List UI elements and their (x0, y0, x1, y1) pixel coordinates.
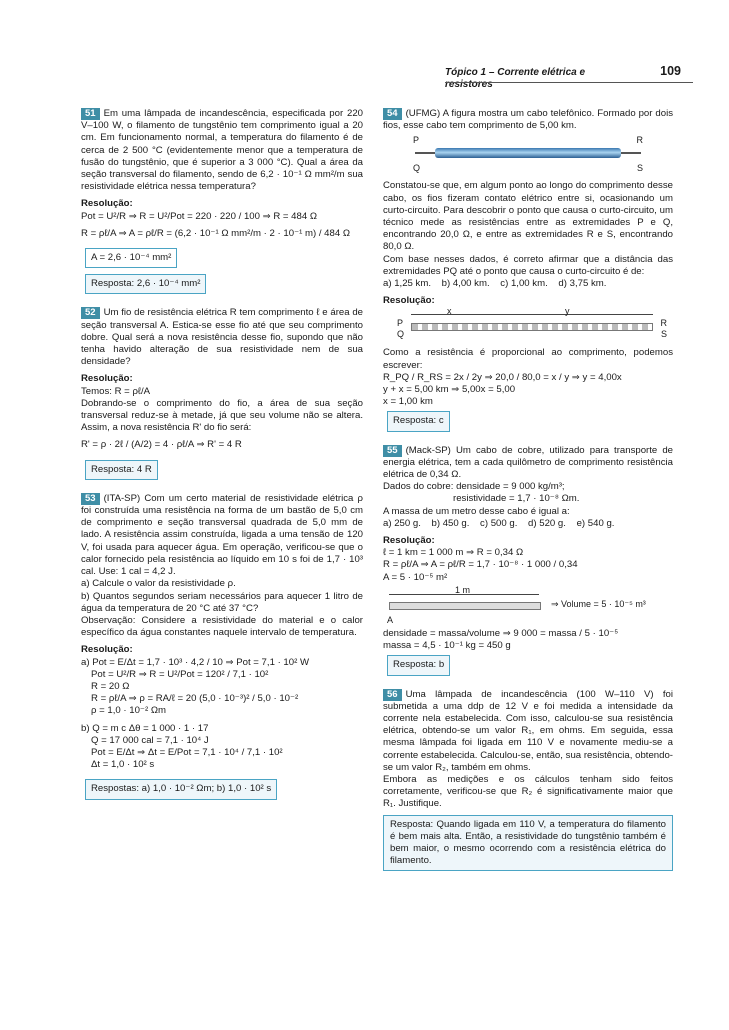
question-number: 54 (383, 108, 402, 120)
data-line: resistividade = 1,7 · 10⁻⁸ Ωm. (453, 493, 580, 505)
question-text: (UFMG) A figura mostra um cabo telefônico. Formado por dois fios, esse cabo tem comprimento de 5,00 km. (383, 108, 673, 132)
label-p: P (397, 318, 404, 329)
question-54 (383, 108, 673, 435)
dimension-y (489, 314, 653, 315)
explanation-text: Dobrando-se o comprimento do fio, a área de sua seção transversal reduz-se à metade, já que seu volume não se altera. Assim, a nova resistência R' do fio será: (81, 397, 363, 434)
question-text: (Mack-SP) Um cabo de cobre, utilizado para transporte de energia elétrica, tem a cada quilômetro de comprimento resistência elétrica de 0,34 Ω. (383, 444, 673, 481)
equation-line: Temos: R = ρℓ/A (81, 385, 151, 397)
question-number: 51 (81, 108, 100, 120)
resolution-label: Resolução: (383, 295, 435, 307)
equation-line: x = 1,00 km (383, 396, 433, 408)
question-text-3: Com base nesses dados, é correto afirmar que a distância das extremidades PQ até o ponto que causa o curto-circuito é de: (383, 253, 673, 277)
label-length: 1 m (455, 584, 471, 595)
resolution-label: Resolução: (383, 535, 435, 547)
label-q: Q (397, 329, 405, 340)
answer-box: Resposta: 4 R (85, 460, 158, 480)
question-number: 55 (383, 445, 402, 457)
question-text: Uma lâmpada de incandescência (100 W–110 V) foi submetida a uma ddp de 12 V e foi medida a intensidade da corrente nela estabelecida. Com isso, calculou-se sua resistência elétrica, obtendo-se um valor R₁, em ohms. Em seguida, essa mesma lâmpada foi ligada em 110 V e novamente mediu-se a corrente estabelecida. Calculou-se, então, sua resistência, obtendo-se um valor R₂, também em ohms. (383, 688, 673, 773)
equation-line: densidade = massa/volume ⇒ 9 000 = massa / 5 · 10⁻⁵ (383, 627, 619, 639)
header-divider (445, 82, 693, 83)
item-a: a) Calcule o valor da resistividade ρ. (81, 578, 236, 590)
question-55 (383, 445, 673, 679)
observation: Observação: Considere a resistividade do material e o calor específico da água constantes naquele intervalo de temperatura. (81, 614, 363, 639)
equation-line: R = 20 Ω (91, 680, 130, 692)
equation-line: Pot = U²/R ⇒ R = U²/Pot = 220 · 220 / 100 ⇒ R = 484 Ω (81, 210, 318, 222)
equation-line: a) Pot = E/Δt = 1,7 · 10³ · 4,2 / 10 ⇒ Pot = 7,1 · 10² W (81, 656, 310, 668)
equation-line: y + x = 5,00 km ⇒ 5,00x = 5,00 (383, 384, 516, 396)
left-column (81, 108, 363, 803)
question-number: 53 (81, 493, 100, 505)
label-a: A (387, 614, 394, 625)
question-ask: A massa de um metro desse cabo é igual a: (383, 505, 570, 517)
equation-line: R = ρℓ/A ⇒ ρ = RA/ℓ = 20 (5,0 · 10⁻³)² / 5,0 · 10⁻² (91, 693, 299, 705)
label-s: S (660, 329, 667, 340)
equation-line: R = ρℓ/A ⇒ A = ρℓ/R = 1,7 · 10⁻⁸ · 1 000 / 0,34 (383, 559, 578, 571)
question-text: Um fio de resistência elétrica R tem comprimento ℓ e área de seção transversal A. Estica-se esse fio até que seu comprimento dobre. Qual será a nova resistência desse fio, supondo que não tenha havido alteração de sua resistividade nem de sua densidade? (81, 307, 363, 368)
cable-body (435, 148, 621, 158)
options: a) 1,25 km. b) 4,00 km. c) 1,00 km. d) 3,75 km. (383, 278, 607, 290)
equation-line: massa = 4,5 · 10⁻¹ kg = 450 g (383, 640, 511, 652)
question-text-2: Constatou-se que, em algum ponto ao longo do comprimento desse cabo, os fios fizeram contato elétrico entre si, ocasionando um curto-circuito. Para descobrir o ponto que causa o curto-circuito, um técnico mede as resistências entre as extremidades P e Q, encontrando 20,0 Ω, e entre as extremidades R e S, encontrando 80,0 Ω. (383, 180, 673, 253)
question-text: Em uma lâmpada de incandescência, especificada por 220 V–100 W, o filamento de tungstênio tem comprimento igual a 20 cm. Em funcionamento normal, a temperatura do filamento é de cerca de 2 500 °C (evidentemente menor que a temperatura de fusão do tungstênio, que é superior a 3 000 °C). Qual a área da seção transversal do filamento, sendo de 6,2 · 10⁻¹ Ω mm²/m sua resistividade elétrica nessa temperatura? (81, 108, 363, 193)
question-51 (81, 108, 363, 297)
options: a) 250 g. b) 450 g. c) 500 g. d) 520 g. e) 540 g. (383, 517, 615, 529)
equation-line: R = ρℓ/A ⇒ A = ρℓ/R = (6,2 · 10⁻¹ Ω mm²/m · 2 · 10⁻¹ m) / 484 Ω (81, 227, 351, 239)
telephone-cable-figure (383, 134, 673, 174)
cable-bar (411, 323, 653, 331)
equation-line: b) Q = m c Δθ = 1 000 · 1 · 17 (81, 722, 209, 734)
data-line: Dados do cobre: densidade = 9 000 kg/m³; (383, 481, 565, 493)
question-56 (383, 689, 673, 872)
volume-result: ⇒ Volume = 5 · 10⁻⁵ m³ (551, 598, 646, 609)
answer-text: Resposta: Quando ligada em 110 V, a temperatura do filamento é bem mais alta. Então, a resistividade do tungstênio também é bem maior, o mesmo ocorrendo com a resistência elétrica do filamento. (390, 818, 666, 867)
label-q: Q (413, 163, 421, 174)
equation-line: A = 5 · 10⁻⁵ m² (383, 571, 448, 583)
resolution-label: Resolução: (81, 644, 133, 656)
cable-segment (389, 602, 541, 610)
question-53 (81, 493, 363, 803)
answer-box (383, 815, 673, 872)
answer-box: Respostas: a) 1,0 · 10⁻² Ωm; b) 1,0 · 10² s (85, 779, 277, 799)
equation-line: R' = ρ · 2ℓ / (A/2) = 4 · ρℓ/A ⇒ R' = 4 R (81, 439, 242, 451)
label-s: S (636, 163, 643, 174)
question-52 (81, 307, 363, 482)
equation-line: Pot = U²/R ⇒ R = U²/Pot = 120² / 7,1 · 10² (91, 668, 269, 680)
explanation-text: Como a resistência é proporcional ao comprimento, podemos escrever: (383, 347, 673, 371)
equation-line: ρ = 1,0 · 10⁻² Ωm (91, 705, 167, 717)
answer-box: Resposta: c (387, 411, 450, 431)
label-r: R (636, 135, 643, 146)
answer-box: Resposta: b (387, 655, 450, 675)
label-p: P (413, 135, 420, 146)
equation-line: Q = 17 000 cal = 7,1 · 10⁴ J (91, 734, 209, 746)
label-x: x (447, 306, 452, 317)
cable-segment-figure (383, 586, 673, 626)
equation-line: R_PQ / R_RS = 2x / 2y ⇒ 20,0 / 80,0 = x / y ⇒ y = 4,00x (383, 371, 622, 383)
resolution-label: Resolução: (81, 373, 133, 385)
equation-line: Δt = 1,0 · 10² s (91, 759, 155, 771)
wire-left (415, 152, 437, 154)
label-r: R (660, 318, 667, 329)
question-number: 52 (81, 307, 100, 319)
result-box: A = 2,6 · 10⁻⁴ mm² (85, 248, 177, 268)
page-number: 109 (660, 64, 681, 78)
right-column (383, 108, 673, 871)
question-text: (ITA-SP) Com um certo material de resistividade elétrica ρ foi construída uma resistência na forma de um bastão de 5,0 cm de comprimento e seção transversal quadrada de 5,0 mm de lado. A resistência assim construída, ligada a uma tensão de 120 V, foi usada para aquecer água. Em operação, verificou-se que o calor fornecido pela resistência ao líquido em 10 s foi de 1,7 · 10³ cal. Use: 1 cal = 4,2 J. (81, 492, 363, 578)
question-number: 56 (383, 689, 402, 701)
answer-box: Resposta: 2,6 · 10⁻⁴ mm² (85, 274, 206, 294)
question-text-2: Embora as medições e os cálculos tenham sido feitos corretamente, verificou-se que R₂ é significativamente maior que R₁. Justifique. (383, 773, 673, 810)
page-header (445, 64, 709, 91)
topic-title: Tópico 1 – Corrente elétrica e resistores (445, 67, 586, 91)
wire-right (619, 152, 641, 154)
item-b: b) Quantos segundos seriam necessários para aquecer 1 litro de água da temperatura de 20 °C até 37 °C? (81, 590, 363, 614)
label-y: y (565, 306, 570, 317)
equation-line: ℓ = 1 km = 1 000 m ⇒ R = 0,34 Ω (383, 547, 524, 559)
equation-line: Pot = E/Δt ⇒ Δt = E/Pot = 7,1 · 10⁴ / 7,1 · 10² (91, 746, 283, 758)
short-circuit-figure (383, 306, 673, 343)
resolution-label: Resolução: (81, 198, 133, 210)
